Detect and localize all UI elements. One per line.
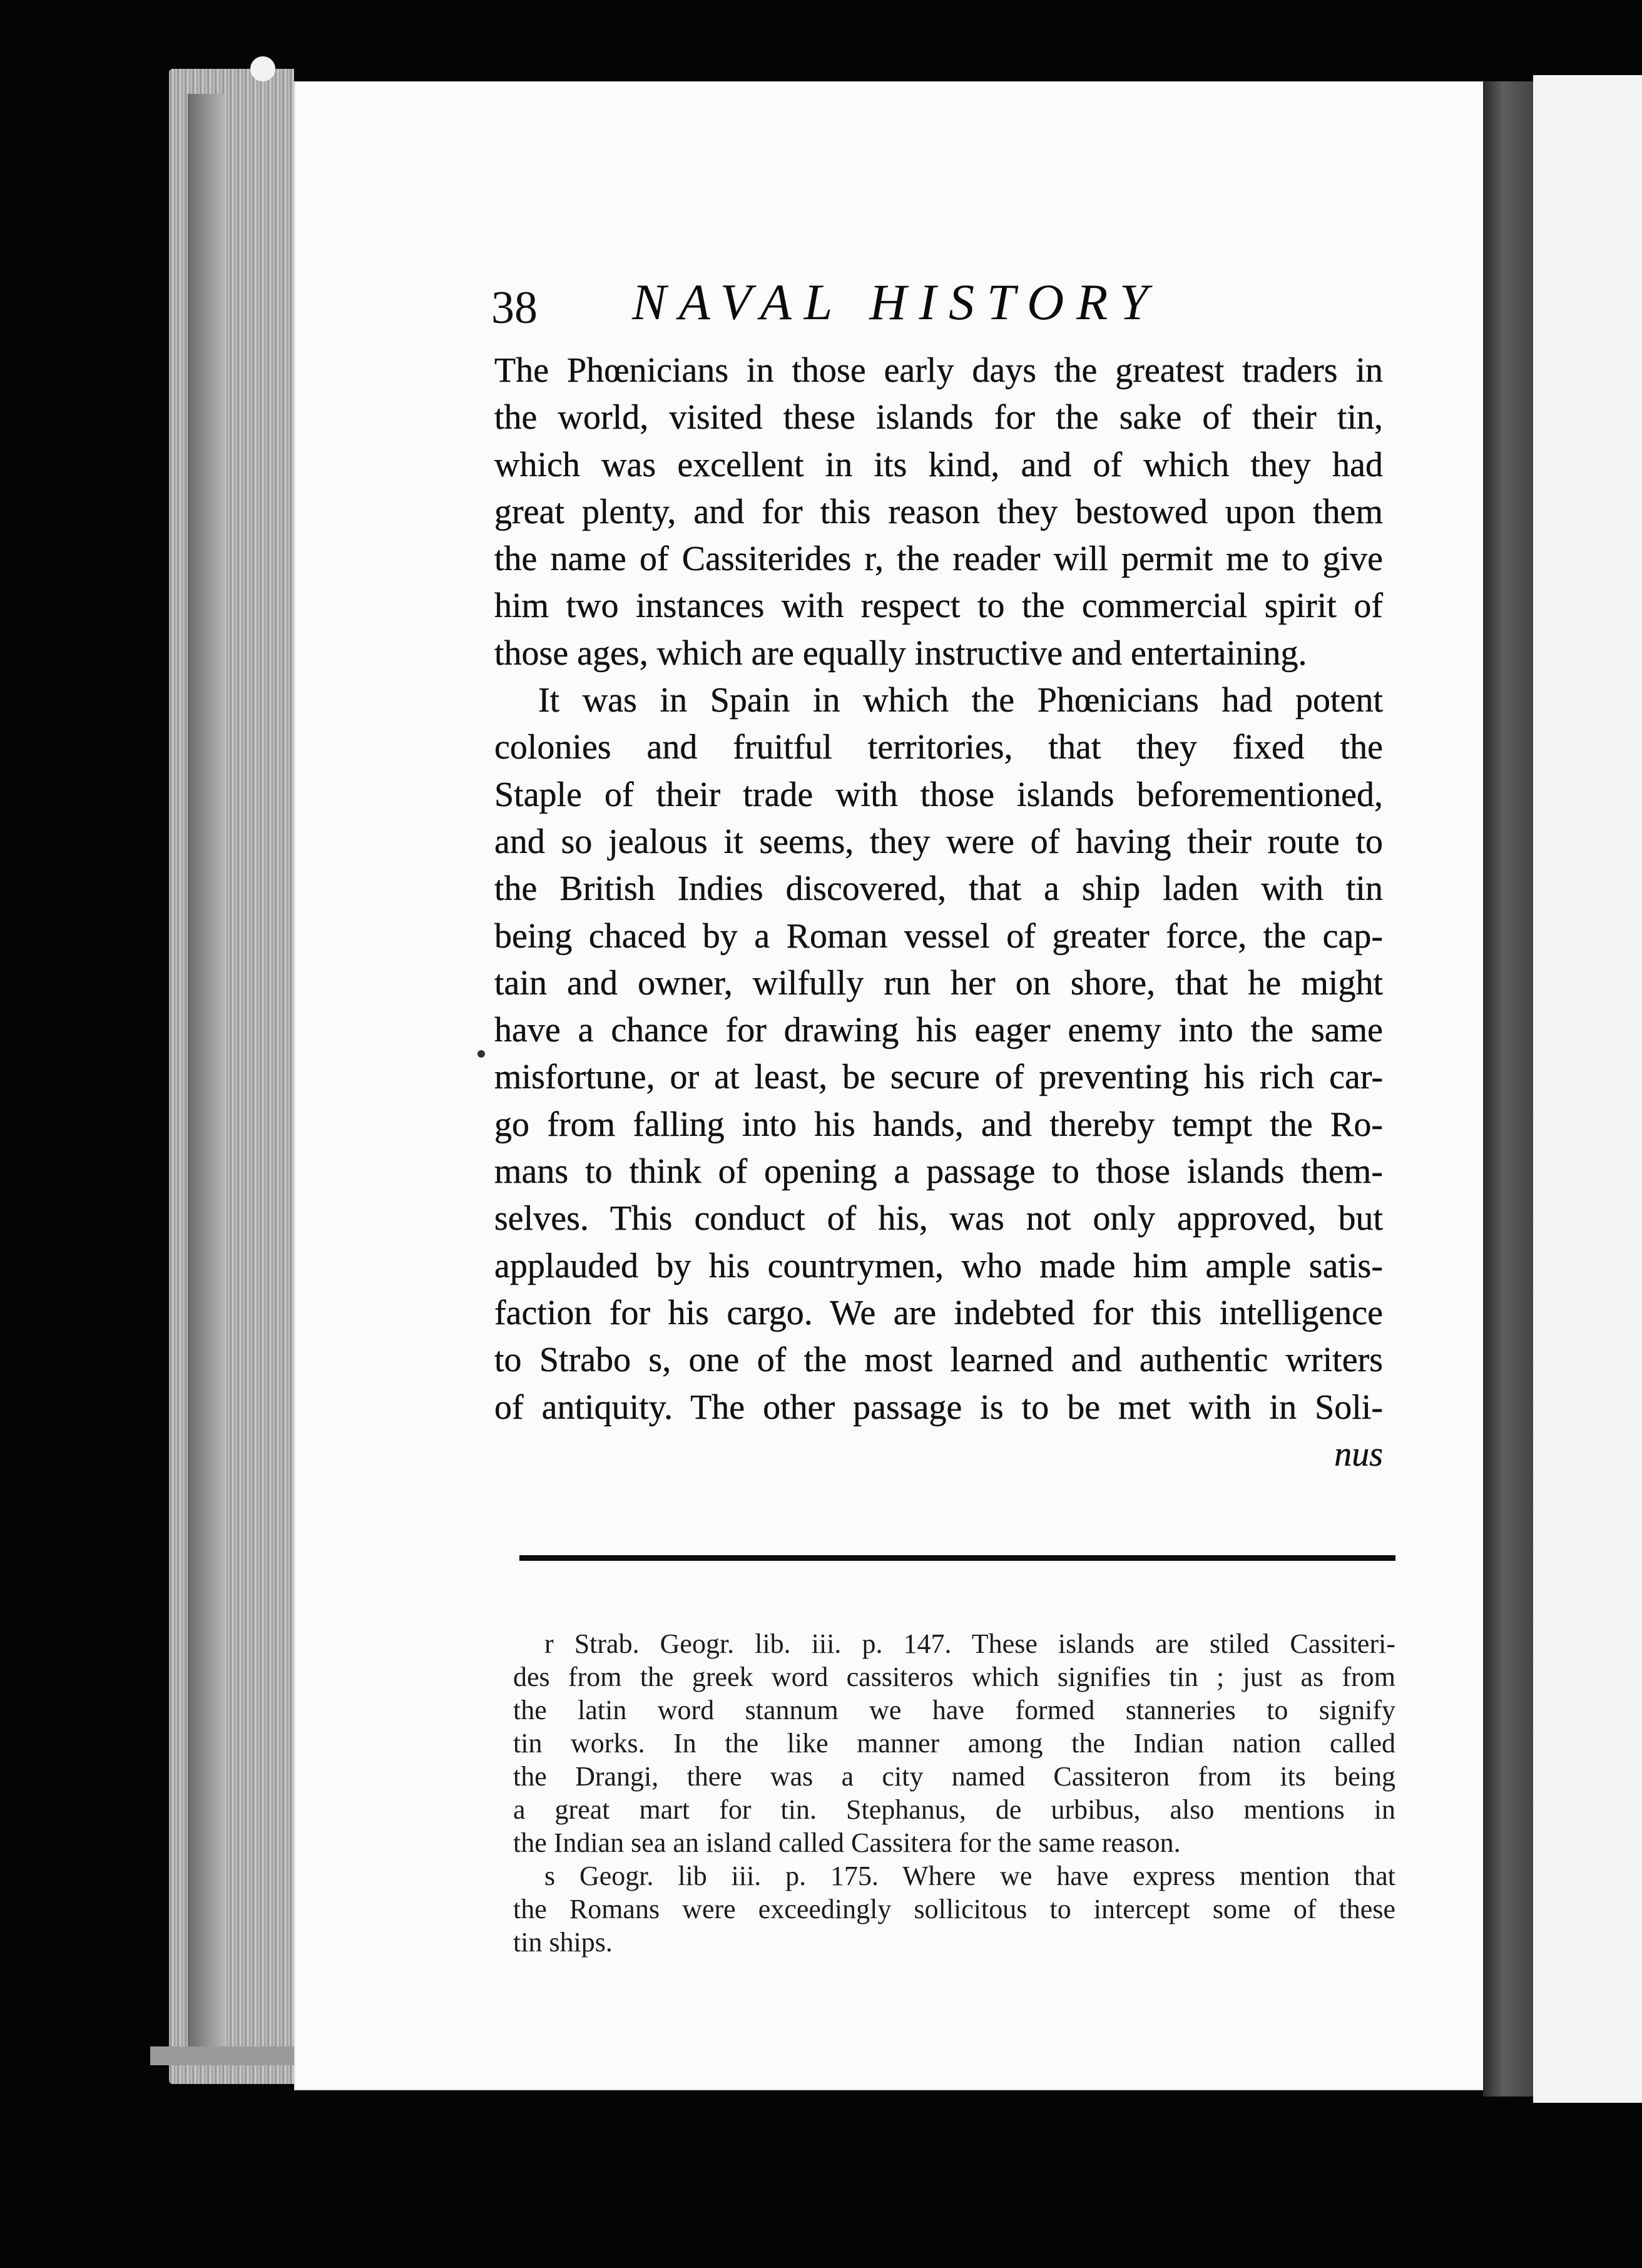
footnote-line: the Romans were exceedingly sollicitous to intercept some of these [513, 1894, 1395, 1924]
text-line: great plenty, and for this reason they bestowed upon them [494, 492, 1383, 531]
text-line: the world, visited these islands for the sake of their tin, [494, 398, 1383, 437]
footnote-line: the latin word stannum we have formed stanneries to signify [513, 1695, 1395, 1725]
text-line: to Strabo s, one of the most learned and authentic writers [494, 1341, 1383, 1380]
text-line: being chaced by a Roman vessel of greater force, the cap- [494, 916, 1383, 956]
text-line: tain and owner, wilfully run her on shore, that he might [494, 963, 1383, 1003]
text-line: colonies and fruitful territories, that they fixed the [494, 728, 1383, 767]
text-line: those ages, which are equally instructive and entertaining. [494, 633, 1307, 673]
text-line: The Phœnicians in those early days the greatest traders in [494, 351, 1383, 390]
adjacent-page [1533, 75, 1642, 2103]
text-line: applauded by his countrymen, who made him ample satis- [494, 1246, 1383, 1285]
text-line: misfortune, or at least, be secure of preventing his rich car- [494, 1058, 1383, 1097]
footnote-line: tin ships. [513, 1927, 613, 1958]
main-text [494, 347, 1383, 1478]
running-head: NAVAL HISTORY [632, 273, 1161, 330]
gutter-shadow [1483, 81, 1533, 2097]
footnote-line: tin works. In the like manner among the Indian nation called [513, 1728, 1395, 1759]
text-line: mans to think of opening a passage to those islands them- [494, 1152, 1383, 1192]
text-line: and so jealous it seems, they were of having their route to [494, 822, 1383, 861]
page-edge-bottom [150, 2046, 294, 2065]
text-line: the name of Cassiterides r, the reader will permit me to give [494, 539, 1383, 579]
footnote-line: s Geogr. lib iii. p. 175. Where we have express mention that [544, 1861, 1395, 1891]
footnote-line: a great mart for tin. Stephanus, de urbibus, also mentions in [513, 1794, 1395, 1825]
text-line: have a chance for drawing his eager enemy into the same [494, 1011, 1383, 1050]
text-line: go from falling into his hands, and thereby tempt the Ro- [494, 1105, 1383, 1144]
margin-mark [477, 1050, 485, 1058]
footnote-line: des from the greek word cassiteros which signifies tin ; just as from [513, 1662, 1395, 1692]
footnote-line: the Indian sea an island called Cassitera for the same reason. [513, 1827, 1181, 1858]
text-line: Staple of their trade with those islands beforementioned, [494, 775, 1383, 814]
text-line: him two instances with respect to the commercial spirit of [494, 586, 1383, 626]
footnote-line: r Strab. Geogr. lib. iii. p. 147. These islands are stiled Cassiteri- [544, 1628, 1395, 1659]
text-line: of antiquity. The other passage is to be met with in Soli- [494, 1387, 1383, 1427]
page-number: 38 [491, 282, 538, 334]
text-line: It was in Spain in which the Phœnicians had potent [538, 681, 1383, 720]
text-line: selves. This conduct of his, was not only approved, but [494, 1199, 1383, 1239]
text-line: which was excellent in its kind, and of which they had [494, 445, 1383, 484]
footnote-rule [519, 1555, 1395, 1561]
binding-hole [250, 56, 275, 81]
catchword: nus [1334, 1434, 1383, 1474]
footnote-line: the Drangi, there was a city named Cassiteron from its being [513, 1761, 1395, 1792]
text-line: the British Indies discovered, that a ship laden with tin [494, 869, 1383, 909]
text-line: faction for his cargo. We are indebted for this intelligence [494, 1293, 1383, 1332]
footnotes [513, 1627, 1395, 1959]
page-edges-shadow [188, 94, 225, 2065]
